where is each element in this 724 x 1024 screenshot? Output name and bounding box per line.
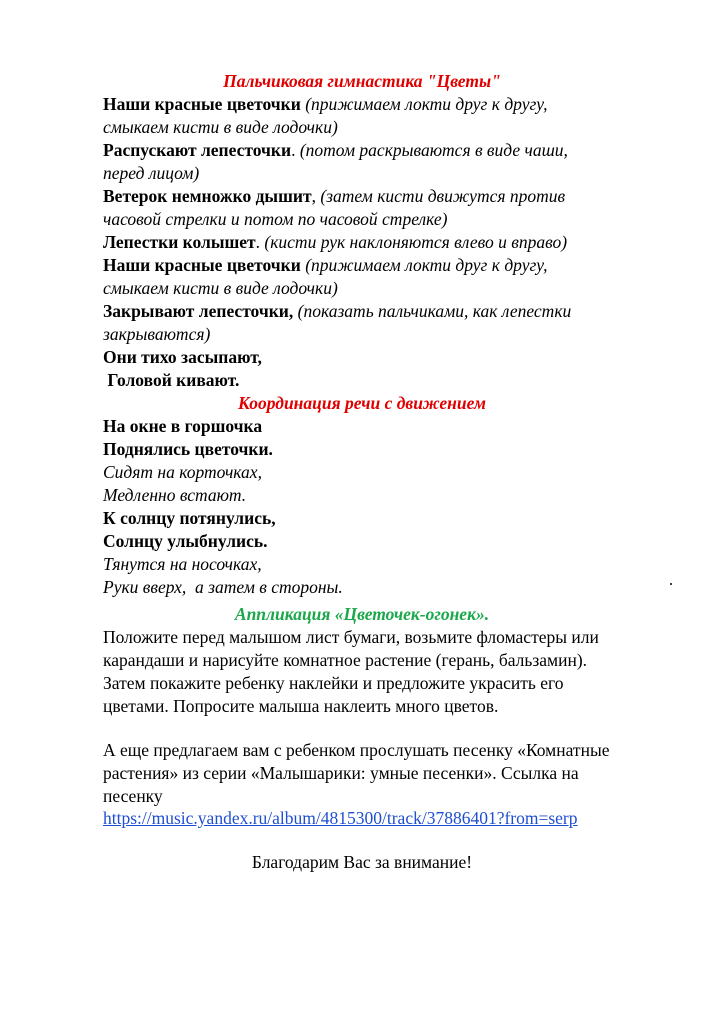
poem-line: Они тихо засыпают, bbox=[103, 347, 262, 367]
poem-line: Закрывают лепесточки, (показать пальчиками, как лепестки bbox=[103, 301, 572, 321]
paragraph-line: Положите перед малышом лист бумаги, возьмите фломастеры или bbox=[103, 627, 599, 647]
paragraph-line: растения» из серии «Малышарики: умные песенки». Ссылка на bbox=[103, 763, 579, 783]
stray-dot bbox=[670, 583, 672, 585]
gymnastics-title: Пальчиковая гимнастика "Цветы" bbox=[223, 71, 501, 91]
coordination-title: Координация речи с движением bbox=[238, 393, 486, 413]
poem-line: Сидят на корточках, bbox=[103, 462, 262, 482]
poem-line: смыкаем кисти в виде лодочки) bbox=[103, 278, 338, 298]
paragraph-line: Затем покажите ребенку наклейки и предложите украсить его bbox=[103, 673, 564, 693]
closing-text: Благодарим Вас за внимание! bbox=[251, 852, 473, 872]
poem-line: закрываются) bbox=[103, 324, 211, 344]
poem-line: Ветерок немножко дышит, (затем кисти движутся против bbox=[103, 186, 566, 206]
paragraph-line: песенку bbox=[103, 786, 163, 806]
paragraph-line: А еще предлагаем вам с ребенком прослушать песенку «Комнатные bbox=[103, 740, 610, 760]
poem-line: На окне в горшочка bbox=[103, 416, 263, 436]
poem-line: смыкаем кисти в виде лодочки) bbox=[103, 117, 338, 137]
poem-line: К солнцу потянулись, bbox=[103, 508, 276, 528]
poem-line: Распускают лепесточки. (потом раскрываются в виде чаши, bbox=[103, 140, 568, 160]
poem-line: перед лицом) bbox=[103, 163, 200, 183]
poem-line: Головой кивают. bbox=[103, 370, 240, 390]
applique-title: Аппликация «Цветочек-огонек». bbox=[234, 604, 490, 624]
poem-line: Наши красные цветочки (прижимаем локти друг к другу, bbox=[103, 255, 548, 275]
paragraph-line: цветами. Попросите малыша наклеить много цветов. bbox=[103, 696, 499, 716]
poem-line: часовой стрелки и потом по часовой стрелке) bbox=[103, 209, 448, 229]
poem-line: Наши красные цветочки (прижимаем локти друг к другу, bbox=[103, 94, 548, 114]
poem-line: Медленно встают. bbox=[103, 485, 247, 505]
poem-line: Руки вверх, а затем в стороны. bbox=[103, 577, 343, 597]
paragraph-line: карандаши и нарисуйте комнатное растение (герань, бальзамин). bbox=[103, 650, 588, 670]
poem-line: Солнцу улыбнулись. bbox=[103, 531, 268, 551]
poem-line: Тянутся на носочках, bbox=[103, 554, 262, 574]
song-link[interactable]: https://music.yandex.ru/album/4815300/track/37886401?from=serp bbox=[103, 808, 578, 828]
poem-line: Поднялись цветочки. bbox=[103, 439, 273, 459]
poem-line: Лепестки колышет. (кисти рук наклоняются влево и вправо) bbox=[103, 232, 568, 252]
